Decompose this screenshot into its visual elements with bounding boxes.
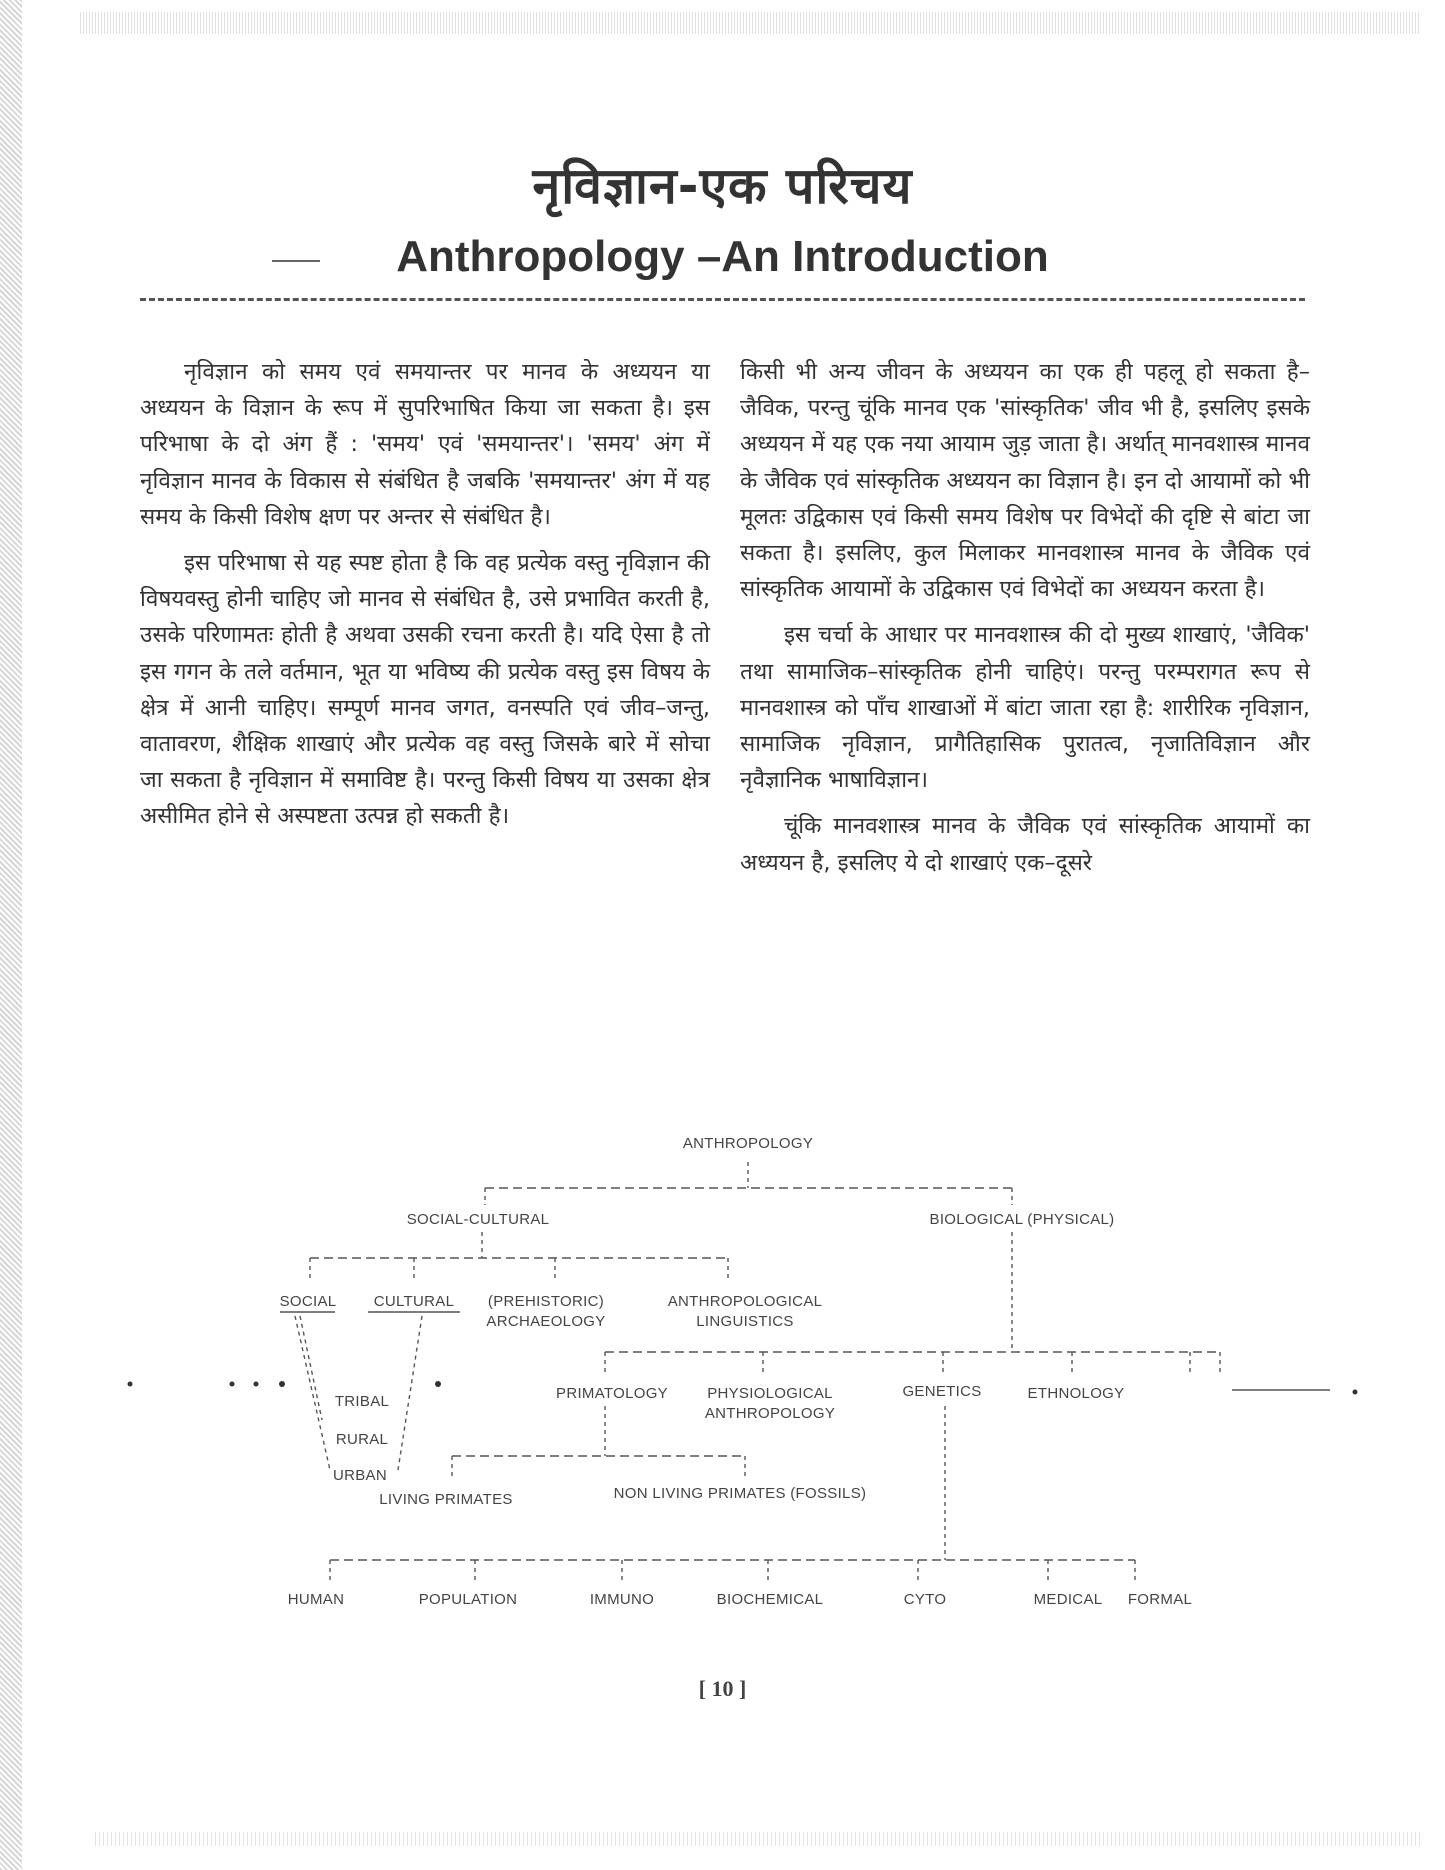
node-social: SOCIAL bbox=[279, 1293, 337, 1310]
node-human-genetics: HUMAN bbox=[287, 1591, 345, 1608]
dot bbox=[435, 1381, 441, 1387]
dot bbox=[254, 1382, 259, 1387]
connector bbox=[330, 1560, 1135, 1580]
title-english: Anthropology –An Introduction bbox=[396, 232, 1049, 281]
connector bbox=[485, 1188, 1012, 1205]
page-number: [ 10 ] bbox=[698, 1676, 747, 1701]
node-non-living-primates: NON LIVING PRIMATES (FOSSILS) bbox=[613, 1485, 867, 1502]
node-tribal: TRIBAL bbox=[334, 1393, 390, 1410]
node-medical-genetics: MEDICAL bbox=[1033, 1591, 1103, 1608]
node-ethnology: ETHNOLOGY bbox=[1027, 1385, 1125, 1402]
node-physiological-1: PHYSIOLOGICAL bbox=[707, 1385, 833, 1402]
dot bbox=[1353, 1390, 1358, 1395]
node-primatology: PRIMATOLOGY bbox=[556, 1385, 668, 1402]
paragraph: किसी भी अन्य जीवन के अध्ययन का एक ही पहलू हो सकता है– जैविक, परन्तु चूंकि मानव एक 'सांस्कृतिक' जीव भी है, इसलिए इसके अध्ययन में यह एक नया आयाम जुड़ जाता है। अर्थात् मानवशास्त्र मानव के जैविक एवं सांस्कृतिक अध्ययन का विज्ञान है। इन दो आयामों को भी मूलतः उद्विकास एवं किसी समय विशेष पर विभेदों की दृष्टि से बांटा जा सकता है। इसलिए, कुल मिलाकर मानवशास्त्र मानव के जैविक एवं सांस्कृतिक आयामों के उद्विकास एवं विभेदों का अध्ययन करता है। bbox=[740, 359, 1310, 603]
paragraph: इस चर्चा के आधार पर मानवशास्त्र की दो मुख्य शाखाएं, 'जैविक' तथा सामाजिक–सांस्कृतिक होनी चाहिएं। परन्तु परम्परागत रूप से मानवशास्त्र को पाँच शाखाओं में बांटा जाता रहा है: शारीरिक नृविज्ञान, सामाजिक नृविज्ञान, प्रागैतिहासिक पुरातत्व, नृजातिविज्ञान और नृवैज्ञानिक भाषाविज्ञान। bbox=[740, 622, 1310, 794]
node-linguistics-1: ANTHROPOLOGICAL bbox=[667, 1293, 823, 1310]
node-cyto-genetics: CYTO bbox=[903, 1591, 947, 1608]
connector bbox=[310, 1258, 728, 1280]
node-rural: RURAL bbox=[335, 1431, 389, 1448]
node-urban: URBAN bbox=[332, 1467, 388, 1484]
connector bbox=[605, 1352, 1220, 1372]
node-linguistics-2: LINGUISTICS bbox=[696, 1313, 794, 1330]
connector bbox=[452, 1456, 745, 1480]
right-column bbox=[740, 354, 1310, 891]
node-physiological-2: ANTHROPOLOGY bbox=[704, 1405, 836, 1422]
paragraph: चूंकि मानवशास्त्र मानव के जैविक एवं सांस्कृतिक आयामों का अध्ययन है, इसलिए ये दो शाखाएं एक–दूसरे bbox=[740, 813, 1310, 876]
node-biological: BIOLOGICAL (PHYSICAL) bbox=[929, 1211, 1115, 1228]
node-cultural: CULTURAL bbox=[373, 1293, 455, 1310]
node-anthropology: ANTHROPOLOGY bbox=[682, 1135, 814, 1152]
title-hindi: नृविज्ञान-एक परिचय bbox=[532, 157, 913, 215]
title-divider bbox=[140, 298, 1305, 301]
dot bbox=[230, 1382, 235, 1387]
node-immuno-genetics: IMMUNO bbox=[589, 1591, 655, 1608]
dot bbox=[128, 1382, 133, 1387]
node-genetics: GENETICS bbox=[902, 1383, 982, 1400]
node-biochemical-genetics: BIOCHEMICAL bbox=[716, 1591, 824, 1608]
scan-top-border bbox=[80, 12, 1420, 34]
node-archaeology-2: ARCHAEOLOGY bbox=[486, 1313, 606, 1330]
left-column bbox=[140, 354, 710, 845]
funnel-lines bbox=[295, 1316, 422, 1470]
node-formal-genetics: FORMAL bbox=[1127, 1591, 1193, 1608]
paragraph: नृविज्ञान को समय एवं समयान्तर पर मानव के अध्ययन या अध्ययन के विज्ञान के रूप में सुपरिभाषित किया जा सकता है। इस परिभाषा के दो अंग हैं : 'समय' एवं 'समयान्तर'। 'समय' अंग में नृविज्ञान मानव के विकास से संबंधित है जबकि 'समयान्तर' अंग में यह समय के किसी विशेष क्षण पर अन्तर से संबंधित है। bbox=[140, 359, 710, 530]
node-archaeology-1: (PREHISTORIC) bbox=[487, 1293, 605, 1310]
node-living-primates: LIVING PRIMATES bbox=[379, 1491, 513, 1508]
node-population-genetics: POPULATION bbox=[418, 1591, 518, 1608]
node-social-cultural: SOCIAL-CULTURAL bbox=[406, 1211, 550, 1228]
scan-bottom-border bbox=[95, 1832, 1420, 1846]
dot bbox=[279, 1381, 285, 1387]
paragraph: इस परिभाषा से यह स्पष्ट होता है कि वह प्रत्येक वस्तु नृविज्ञान की विषयवस्तु होनी चाहिए जो मानव से संबंधित है, उसे प्रभावित करती है, उसके परिणामतः होती है अथवा उसकी रचना करती है। यदि ऐसा है तो इस गगन के तले वर्तमान, भूत या भविष्य की प्रत्येक वस्तु इस विषय के क्षेत्र में आनी चाहिए। सम्पूर्ण मानव जगत, वनस्पति एवं जीव–जन्तु, वातावरण, शैक्षिक शाखाएं और प्रत्येक वह वस्तु जिसके बारे में सोचा जा सकता है नृविज्ञान में समाविष्ट है। परन्तु किसी विषय या उसका क्षेत्र असीमित होने से अस्पष्टता उत्पन्न हो सकती है। bbox=[140, 550, 710, 830]
